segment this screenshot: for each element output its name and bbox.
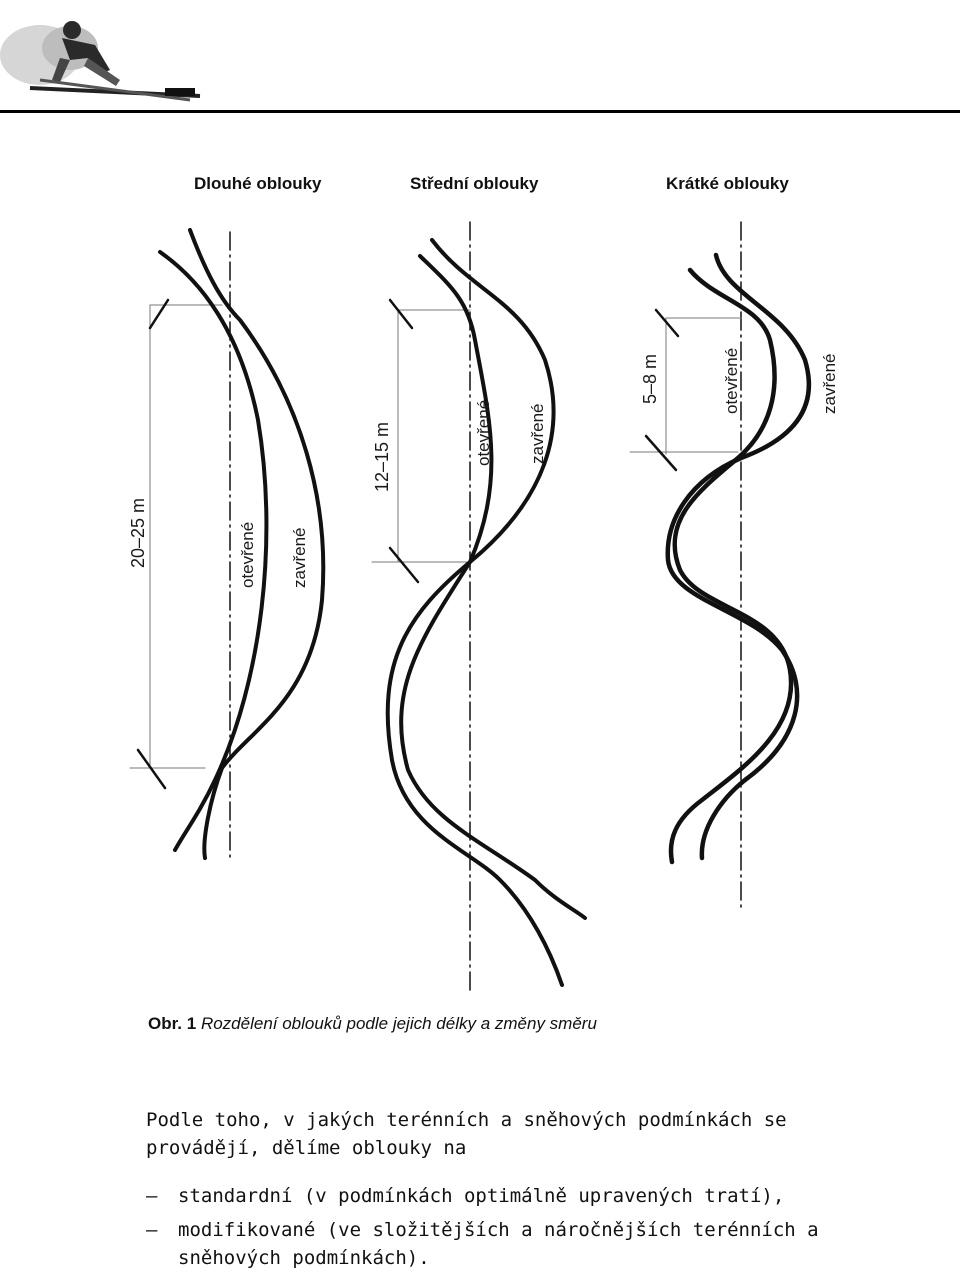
title-long-turns: Dlouhé oblouky (194, 174, 322, 193)
tick-medium-top (390, 300, 412, 328)
tick-long-top (150, 300, 168, 328)
open-label-long: otevřené (238, 521, 257, 588)
body-text (146, 1106, 846, 1278)
title-short-turns: Krátké oblouky (666, 174, 789, 193)
closed-label-short: zavřené (820, 353, 839, 414)
curve-short-closed (668, 255, 809, 858)
list-dash: – (146, 1185, 158, 1207)
distance-label-short: 5–8 m (640, 353, 660, 404)
list-item-text: modifikované (ve složitějších a náročnějších terénních a sněhových podmínkách). (178, 1219, 819, 1269)
tick-long-bottom (138, 750, 165, 788)
title-medium-turns: Střední oblouky (410, 174, 539, 193)
list-dash: – (146, 1219, 158, 1241)
figure-caption (148, 1014, 597, 1034)
tick-short-top (656, 310, 678, 336)
open-label-medium: otevřené (474, 399, 493, 466)
curve-medium-open (401, 256, 585, 918)
list-item (146, 1182, 846, 1210)
curve-medium-closed (388, 240, 562, 985)
list-item-text: standardní (v podmínkách optimálně upravených tratí), (178, 1185, 785, 1207)
closed-label-medium: zavřené (528, 403, 547, 464)
intro-paragraph: Podle toho, v jakých terénních a sněhových podmínkách se provádějí, dělíme oblouky na (146, 1109, 787, 1159)
open-label-short: otevřené (722, 347, 741, 414)
caption-number: 1 (186, 1014, 197, 1033)
distance-label-medium: 12–15 m (372, 421, 392, 492)
tick-short-bottom (646, 436, 676, 470)
list-item (146, 1216, 846, 1272)
caption-text: Rozdělení oblouků podle jejich délky a změny směru (200, 1014, 597, 1033)
closed-label-long: zavřené (290, 527, 309, 588)
caption-prefix: Obr. (148, 1014, 183, 1033)
tick-medium-bottom (390, 548, 418, 582)
distance-label-long: 20–25 m (128, 497, 148, 568)
